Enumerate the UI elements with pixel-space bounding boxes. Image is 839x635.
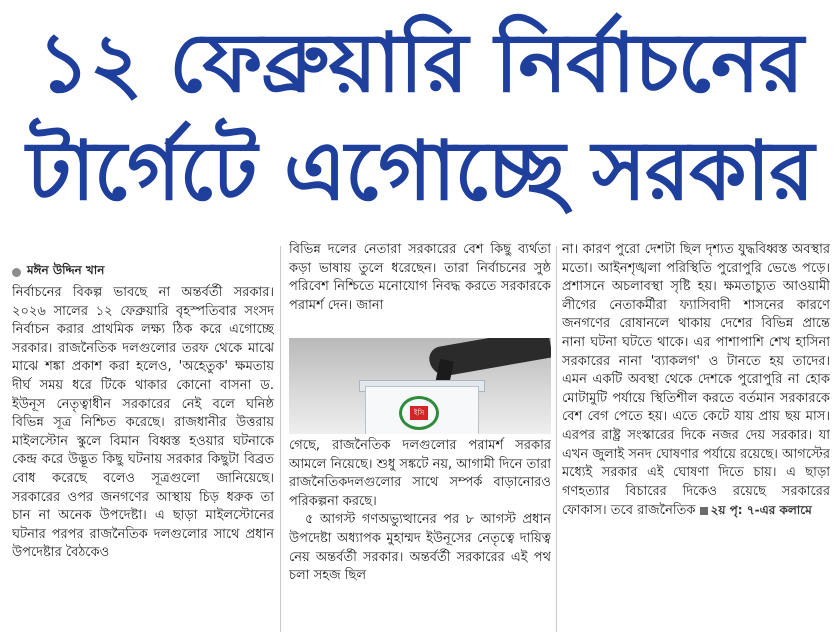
article-column-2-top [289, 241, 551, 336]
ballot-box-photo [289, 338, 551, 434]
continuation-text: ২য় পৃ: ৭-এর কলামে [710, 503, 812, 518]
article-column-3 [562, 241, 830, 633]
column-divider [280, 246, 281, 632]
column-2-para-2: ৫ আগস্ট গণঅভ্যুত্থানের পর ৮ আগস্ট প্রধান উপদেষ্টা অধ্যাপক মুহাম্মদ ইউনূসের নেতৃত্বে দায়িত্ব নেয় অন্তর্বর্তী সরকার। অন্তর্বর্তী সরকারের এই পথ চলা সহজ ছিল [289, 512, 551, 584]
headline-line-2: টার্গেটে এগোচ্ছে সরকার [26, 124, 814, 219]
election-commission-emblem-icon [399, 396, 439, 430]
column-3-text [562, 241, 830, 521]
column-divider [556, 246, 557, 632]
column-2-top-text: বিভিন্ন দলের নেতারা সরকারের বেশ কিছু ব্যর্থতা কড়া ভাষায় তুলে ধরেছেন। তারা নির্বাচনের সুষ্ঠ পরিবেশ নিশ্চিতে মনোযোগ নিবদ্ধ করতে সরকারকে পরামর্শ দেন। জানা [289, 242, 551, 313]
square-bullet-icon [700, 507, 708, 515]
column-2-para-1: গেছে, রাজনৈতিক দলগুলোর পরামর্শ সরকার আমলে নিয়েছে। শুধু সঙ্কটে নয়, আগামী দিনে তারা রাজনৈতিকদলগুলোর সাথে সম্পর্ক বাড়ানোরও পরিকল্পনা করছে। [289, 438, 551, 509]
headline-line-1: ১২ ফেব্রুয়ারি নির্বাচনের [37, 16, 803, 111]
author-name: মঈন উদ্দিন খান [27, 263, 105, 277]
column-3-body: না। কারণ পুরো দেশটা ছিল দৃশ্যত যুদ্ধবিধ্বস্ত অবস্থার মতো। আইনশৃঙ্খলা পরিস্থিতি পুরোপুরি ভেঙে পড়ে। প্রশাসনে অচলাবস্থা সৃষ্টি হয়। ক্ষমতাচ্যুত আওয়ামী লীগের নেতাকর্মীরা ফ্যাসিবাদী শাসনের কারণে জনগণের রোষানলে থাকায় দেশের বিভিন্ন প্রান্তে নানা ঘটনা ঘটতে থাকে। এর পাশাপাশি শেখ হাসিনা সরকারের নানা 'ব্যাকলগ' ও টানতে হয় তাদের। এমন একটি অবস্থা থেকে দেশকে পুরোপুরি না হোক মোটামুটি পর্যায়ে স্থিতিশীল করতে বর্তমান সরকারকে বেশ বেগ পেতে হয়। এতে কেটে যায় প্রায় ছয় মাস। এরপর রাষ্ট্র সংস্কারের দিকে নজর দেয় সরকার। যা এখন জুলাই সনদ ঘোষণার পর্যায়ে রয়েছে। আগস্টের মধ্যেই সরকার এই ঘোষণা দিতে চায়। এ ছাড়া গণহত্যার বিচারের দিকেও রয়েছে সরকারের ফোকাস। তবে রাজনৈতিক [562, 242, 830, 519]
article-column-1 [12, 262, 274, 634]
article-column-2-bottom [289, 437, 551, 633]
continuation-note [700, 503, 812, 517]
emblem-text: ইসি [410, 406, 428, 420]
column-1-text: নির্বাচনের বিকল্প ভাবছে না অন্তর্বর্তী সরকার। ২০২৬ সালের ১২ ফেব্রুয়ারি বৃহস্পতিবার সংসদ নির্বাচন করার প্রাথমিক লক্ষ্য ঠিক করে এগোচ্ছে সরকার। রাজনৈতিক দলগুলোর তরফ থেকে মাঝে মাঝে শঙ্কা প্রকাশ করা হলেও, 'অহেতুক' ক্ষমতায় দীর্ঘ সময় ধরে টিকে থাকার কোনো বাসনা ড. ইউনূস নেতৃত্বাধীন সরকারের নেই বলে ঘনিষ্ঠ বিভিন্ন সূত্র নিশ্চিত করেছে। রাজধানীর উত্তরায় মাইলস্টোন স্কুলে বিমান বিধ্বস্ত হওয়ার ঘটনাকে কেন্দ্র করে উদ্ভূত কিছু ঘটনায় সরকার কিছুটা বিব্রত বোধ করেছে বলেও সূত্রগুলো জানিয়েছে। সরকারের ওপর জনগণের আস্থায় চিড় ধরুক তা চান না অনেক উপদেষ্টা। এ ছাড়া মাইলস্টোনের ঘটনার পরপর রাজনৈতিক দলগুলোর সাথে প্রধান উপদেষ্টার বৈঠকেও [12, 285, 274, 561]
